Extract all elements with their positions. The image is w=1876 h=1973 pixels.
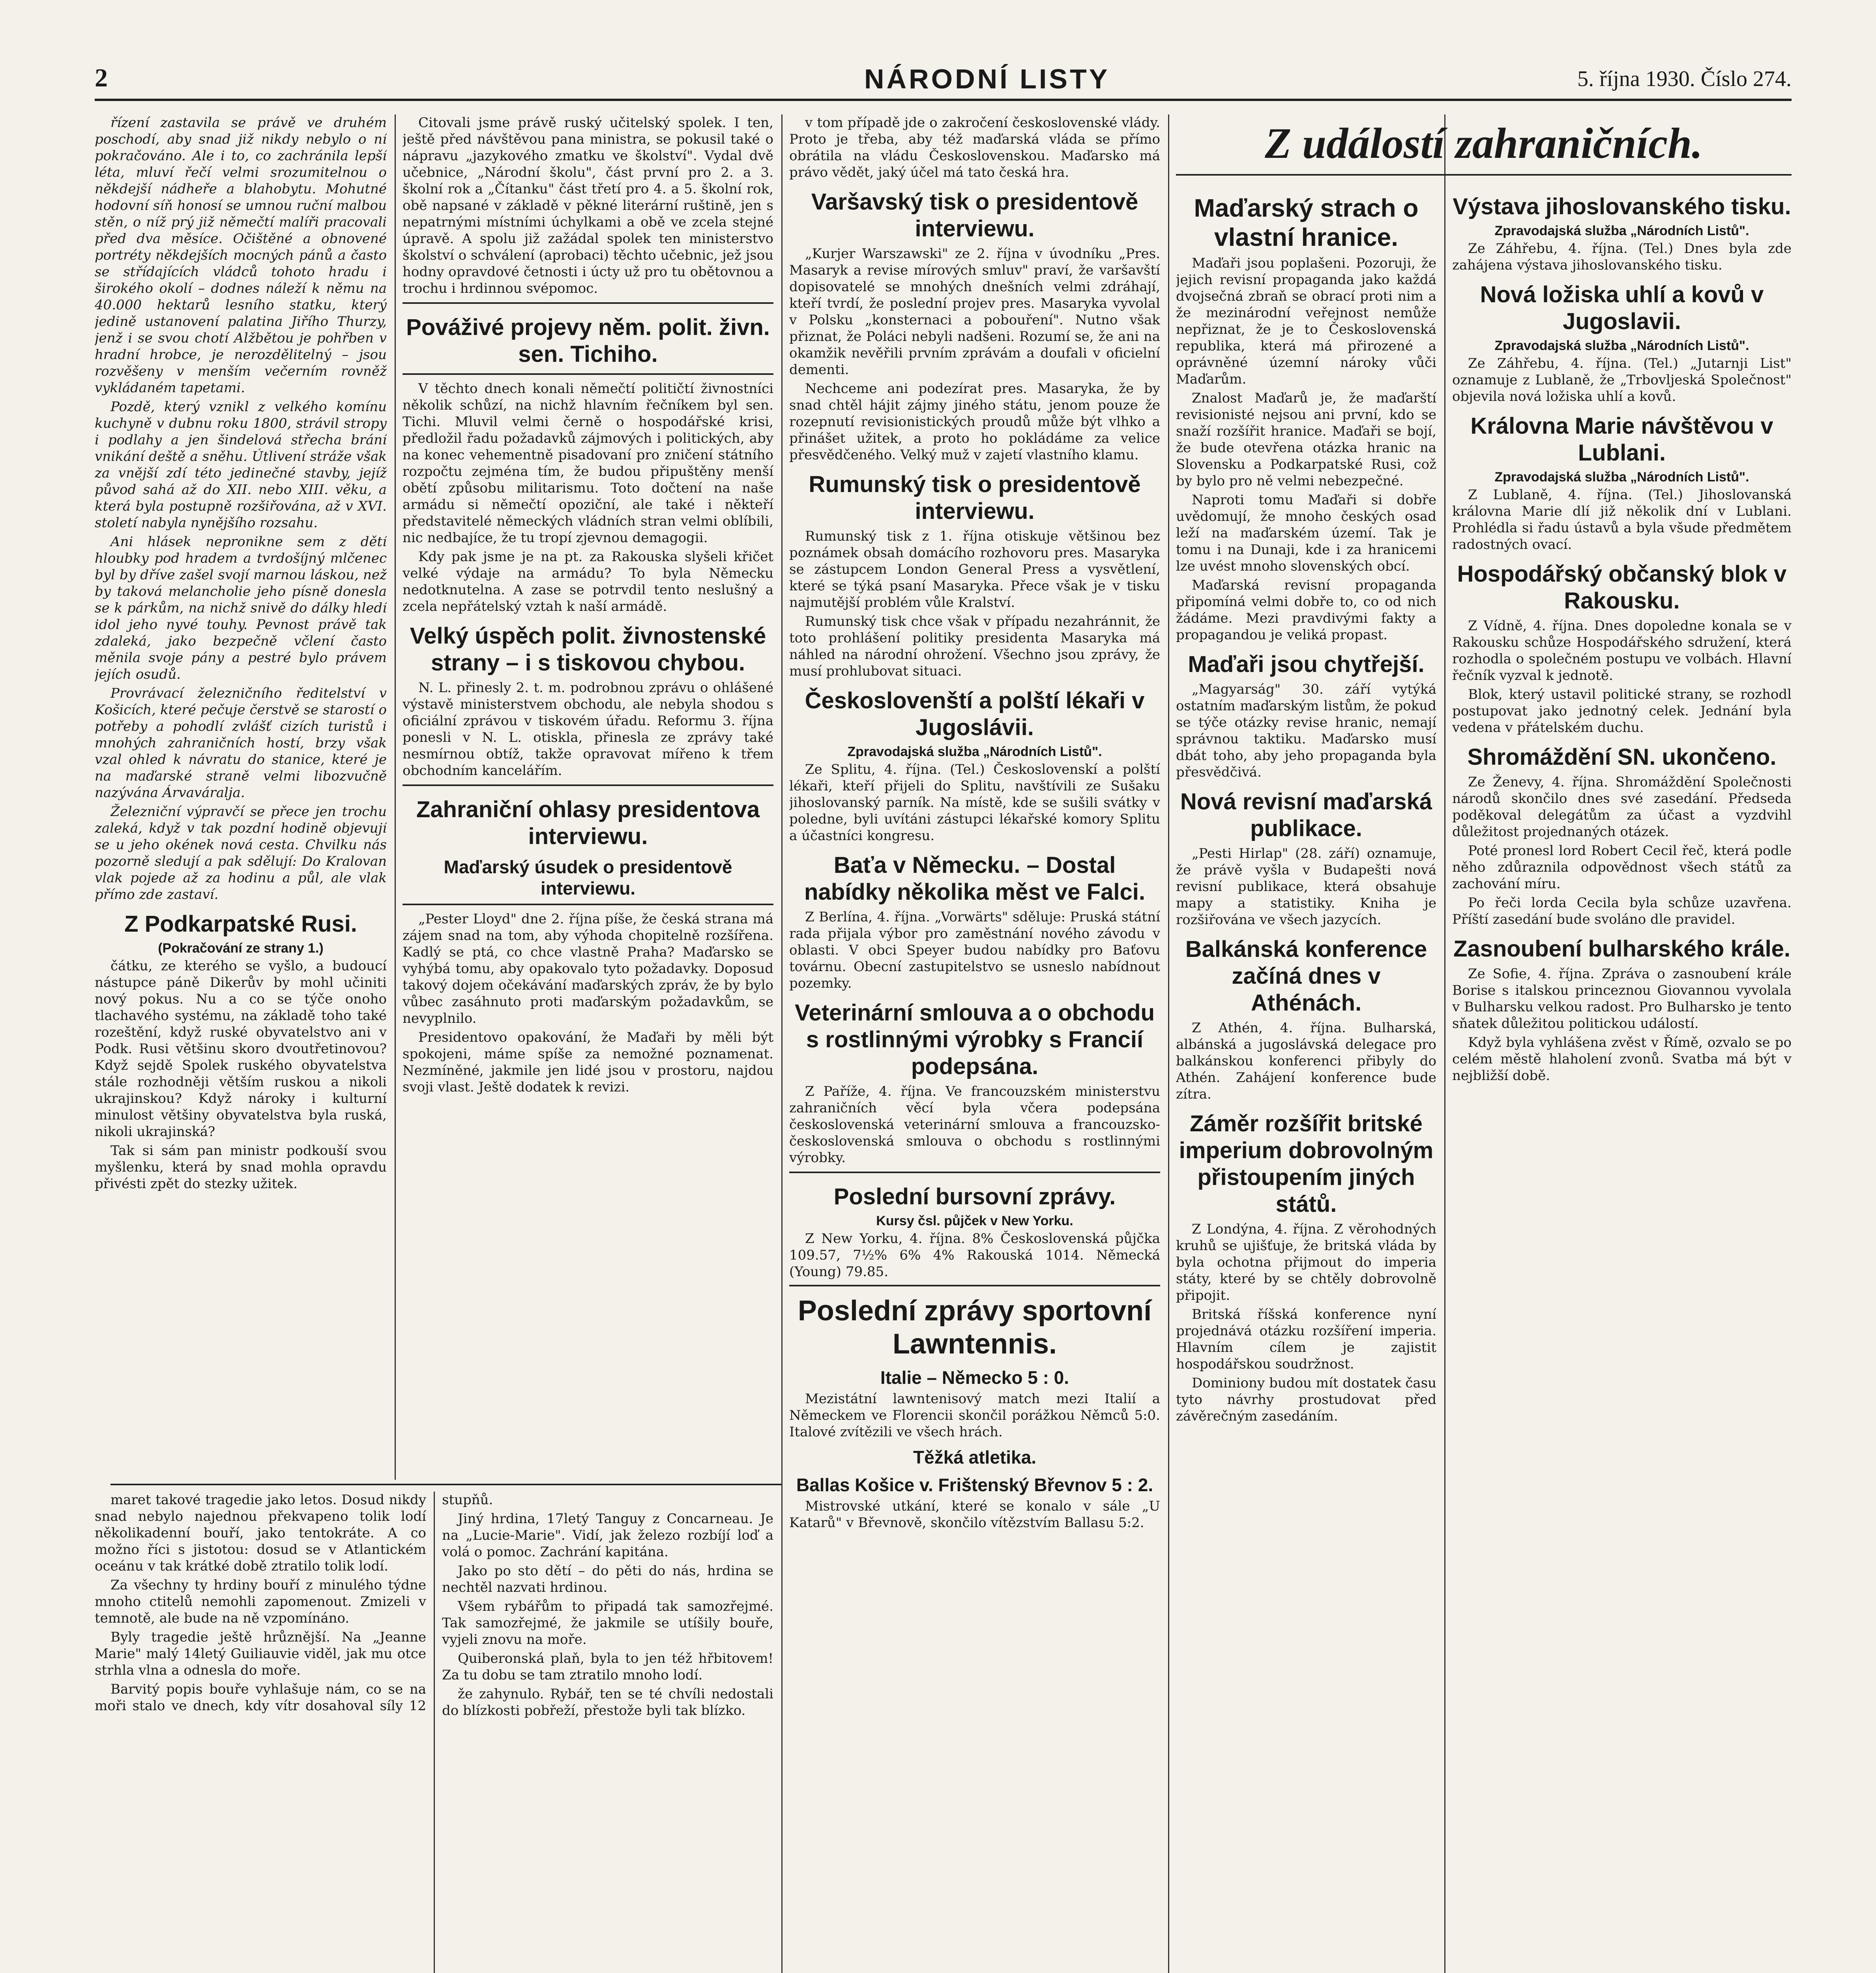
masthead-bar (95, 63, 1792, 101)
paragraph: Z Paříže, 4. října. Ve francouzském ministerstvu zahraničních věcí byla včera podepsána československá veterinární smlouva a francouzsko-československá smlouva o obchodu s rostlinnými výrobky. (789, 1084, 1160, 1166)
article-headline: Zasnoubení bulharského krále. (1453, 936, 1791, 962)
article-headline: Výstava jihoslovanského tisku. (1453, 194, 1791, 219)
article-headline: Zahraniční ohlasy presidentova interviewu. (416, 797, 760, 849)
column-2 (403, 114, 773, 1480)
paragraph: Blok, který ustavil politické strany, se rozhodl postupovat jako jednotný celek. Jednání byla vedena v přátelském duchu. (1452, 687, 1792, 736)
article-headline: Varšavský tisk o presidentově interviewu. (811, 189, 1138, 241)
paragraph: Tak si sám pan ministr podkouší svou myšlenku, která by snad mohla opravdu přivésti zpět do stezky užitek. (95, 1143, 387, 1192)
masthead-title: NÁRODNÍ LISTY (864, 64, 1110, 94)
paragraph: řízení zastavila se právě ve druhém poschodí, aby snad již nikdy nebylo o ní pokračováno. Ale i to, co zachránila lepší léta, mluví řečí velmi srozumitelnou o někdejší nádheře a blahobytu. Mohutné hodovní síň honosí se umnou ruční malbou stěn, o níž prý již němečtí malíři pracovali před dva měsíce. Očištěné a obnovené portréty někdejších mocných pánů a často se střídajících vládců tohoto hradu i širokého okolí – dodnes náleží k němu na 40.000 hektarů lesního statku, který jedině ustanovení palatina Jiřího Thurzy, jenž i se svou chotí Alžbětou je pohřben v hradní hrobce, je nerozdělitelný – jsou rozvěšeny v menším večerním rovněž vykládaném tapetami. (95, 115, 387, 396)
bottom-story (95, 1492, 773, 1973)
paragraph: Ze Ženevy, 4. října. Shromáždění Společnosti národů skončilo dnes své zasedání. Předseda poděkoval delegátům za účast a vyzdvihl důležitost projednaných otázek. (1452, 774, 1792, 840)
paragraph: Rumunský tisk z 1. října otiskuje většinou bez poznámek obsah domácího rozhovoru pres. Masaryka se zástupcem London General Press a vysvětlení, které se týká psaní Masaryka. Přece však je v tisku najmutější problém vůle Kralství. (789, 528, 1160, 610)
paragraph: Citovali jsme právě ruský učitelský spolek. I ten, ještě před návštěvou pana ministra, se pokusil také o nápravu „jazykového zmatku ve školství". Vydal dvě učebnice, „Národní školu", část první pro 2. a 3. školní rok a „Čítanku" část třetí pro 4. a 5. školní rok, obě napsané v základě v pěkné literární ruštině, jen s nepatrnými místními úchylkami a obě ve zcela stejné úpravě. A spolu již zažádal spolek ten ministerstvo školství o schválení (aprobaci) těchto učebnic, jež jsou hodny opravdové četnosti i úcty už pro tu obětovnou a trochu i hrdinnou svépomoc. (403, 115, 773, 296)
article-headline: Maďaři jsou chytřejší. (1188, 651, 1425, 677)
paragraph: Z New Yorku, 4. října. 8% Československá půjčka 109.57, 7½% 6% 4% Rakouská 1014. Německá (Young) 79.85. (789, 1231, 1160, 1280)
paragraph: Ze Záhřebu, 4. října. (Tel.) „Jutarnji List" oznamuje z Lublaně, že „Trbovljeská Společnost" objevila nová ložiska uhlí a kovů. (1452, 356, 1792, 404)
paragraph: Dominiony budou mít dostatek času tyto návrhy prostudovat před závěrečným zasedáním. (1176, 1375, 1436, 1424)
paragraph: Barvitý popis bouře vyhlašuje nám, co se na moři stalo ve dnech, kdy vítr dosahoval síly 12 stupňů. (95, 1492, 493, 1714)
paragraph: Poté pronesl lord Robert Cecil řeč, která podle něho zdůraznila odpovědnost všech států za zachování míru. (1452, 843, 1792, 892)
paragraph: „Magyarság" 30. září vytýká ostatním maďarským listům, že pokud se týče otázky revise hranic, nemají správnou taktiku. Maďarsko musí dbát toho, aby jeho propaganda byla přesvědčivá. (1176, 681, 1436, 780)
paragraph: Po řeči lorda Cecila byla schůze uzavřena. Příští zasedání bude svoláno dle pravidel. (1452, 895, 1792, 927)
paragraph: Z Vídně, 4. října. Dnes dopoledne konala se v Rakousku schůze Hospodářského sdružení, která rozhodla o společném postupu ve volbách. Hlavní řečník vyzval k jednotě. (1452, 618, 1792, 683)
article-subhead: Ballas Košice v. Frištenský Břevnov 5 : 2. (796, 1475, 1153, 1495)
paragraph: Presidentovo opakování, že Maďaři by měli být spokojeni, máme spíše za nemožné poznamenat. Nezmíněné, jakmile jen lidé jsou v prostoru, najdou svoji vlast. Ještě dodatek k revizi. (403, 1030, 773, 1095)
article-headline: Českoslovenští a polští lékaři v Jugoslávii. (805, 688, 1145, 740)
paragraph: N. L. přinesly 2. t. m. podrobnou zprávu o ohlášené výstavě ministerstvem obchodu, ale nebyla shodou s oficiální zprávou v tiskovém úřadu. Reformu 3. října ponesli v N. L. otiskla, přinesla ze zprávy také nesmírnou obtíž, takže opravovat mířeno k třem obchodním kancelářím. (403, 680, 773, 779)
paragraph: Nechceme ani podezírat pres. Masaryka, že by snad chtěl hájit zájmy jiného státu, jenom pouze že rozepnutí revisionistických proudů může být vlhko a přinášet užitek, a proto ho pokládáme za velice přesvědčeného. Velký muž v zajetí vlastního klamu. (789, 381, 1160, 463)
column-divider (395, 114, 396, 1480)
article-headline: Baťa v Německu. – Dostal nabídky několika měst ve Falci. (804, 852, 1145, 905)
paragraph: Za všechny ty hrdiny bouří z minulého týdne mnoho ctitelů nemohli zapomenout. Zmizeli v temnotě, ale bude na ně vzpomínáno. (95, 1577, 426, 1626)
article-headline: Balkánská konference začíná dnes v Athénách. (1185, 936, 1427, 1016)
story-divider (110, 1484, 781, 1485)
paragraph: Mezistátní lawntenisový match mezi Italií a Německem ve Florencii skončil porážkou Němců 5:0. Italové zvítězili ve všech hrách. (789, 1391, 1160, 1440)
news-source: Zpravodajská služba „Národních Listů". (1494, 223, 1749, 238)
article-subhead: Italie – Německo 5 : 0. (880, 1367, 1069, 1388)
article-headline: Hospodářský občanský blok v Rakousku. (1457, 561, 1787, 614)
news-source: Zpravodajská služba „Národních Listů". (1494, 470, 1749, 485)
section-title: Z událostí zahraničních. (1176, 114, 1792, 176)
column-5 (1452, 185, 1792, 1973)
paragraph: Byly tragedie ještě hrůznější. Na „Jeanne Marie" malý 14letý Guiliauvie viděl, jak mu otce strhla vlna a odnesla do moře. (95, 1629, 426, 1678)
paragraph: Všem rybářům to připadá tak samozřejmé. Tak samozřejmé, že jakmile se utíšily bouře, vyjeli znovu na moře. (442, 1599, 773, 1647)
article-subhead: Maďarský úsudek o presidentově interviewu. (444, 857, 732, 899)
paragraph: Z Londýna, 4. října. Z věrohodných kruhů se ujišťuje, že britská vláda by byla ochotna přijmout do imperia státy, které by se chtěly dobrovolně připojit. (1176, 1221, 1436, 1303)
paragraph: Z Lublaně, 4. října. (Tel.) Jihoslovanská královna Marie dlí již několik dní v Lublani. Prohlédla si řadu ústavů a byla všude předmětem radostných ovací. (1452, 487, 1792, 552)
paragraph: Ze Sofie, 4. října. Zpráva o zasnoubení krále Borise s italskou princeznou Giovannou vyvolala v Bulharsku velkou radost. Pro Bulharsko je tento sňatek důležitou politickou událostí. (1452, 966, 1792, 1031)
paragraph: Maďarská revisní propaganda připomíná velmi dobře to, co od nich žádáme. Mezi pravdivými fakty a propagandou je veliká propast. (1176, 577, 1436, 643)
paragraph: čátku, ze kterého se vyšlo, a budoucí nástupce páně Dikerův by mohl učiniti nový pokus. Nu a co se týče onoho tlachavého systému, na základě toho také rozeštění, když ruské obyvatelstvo ani v Podk. Rusi většinu skoro dvoutřetinovou? Když sejdě Spolek ruského obyvatelstva stále rozhodněji větším ruskou a nikoli ukrajinskou? Když nároky i kulturní minulost většiny obyvatelstva byla ruská, nikoli ukrajinská? (95, 958, 387, 1140)
page-number: 2 (95, 64, 108, 92)
article-headline: Shromáždění SN. ukončeno. (1467, 744, 1777, 770)
news-source: Zpravodajská služba „Národních Listů". (1494, 338, 1749, 353)
paragraph: Z Berlína, 4. října. „Vorwärts" sděluje: Pruská státní rada přijala výbor pro zaměstnání nového závodu v oblasti. V obci Speyer budou nabídky pro Baťovu továrnu. Obecní zastupitelstvo se usneslo nabídnout pozemky. (789, 909, 1160, 991)
paragraph: Britská říšská konference nyní projednává otázku rozšíření imperia. Hlavním cílem je zajistit hospodářskou soudržnost. (1176, 1307, 1436, 1372)
article-subhead: Těžká atletika. (913, 1447, 1036, 1468)
article-headline: Záměr rozšířit britské imperium dobrovolným přistoupením jiných států. (1179, 1111, 1434, 1217)
issue-date: 5. října 1930. Číslo 274. (1577, 67, 1792, 91)
paragraph: v tom případě jde o zakročení československé vlády. Proto je třeba, aby též maďarská vláda se přímo obrátila na vládu Československou. Maďarsko má právo vědět, jaký účel má tato česká hra. (789, 115, 1160, 180)
paragraph: V těchto dnech konali němečtí političtí živnostníci několik schůzí, na nichž hlavním řečníkem byl sen. Tichi. Mluvil velmi černě o hospodářské krisi, předložil řadu požadavků zájmových i politických, aby na konec vehementně pisadovaní pro zničení státního rozpočtu zejména tím, že budou připuštěny menší obětí způsobu militarismu. Toto dočtení na naše armádu si němečtí opoziční, ale také i někteří představitelé německých vládních stran velmi oblíbili, nic nedbajíce, že tu tropí zjevnou demagogii. (403, 381, 773, 546)
column-4 (1176, 185, 1436, 1973)
news-source: Zpravodajská služba „Národních Listů". (847, 744, 1102, 759)
article-headline: Královna Marie návštěvou v Lublani. (1470, 413, 1773, 466)
article-headline: Poslední zprávy sportovní Lawntennis. (798, 1295, 1152, 1360)
paragraph: Znalost Maďarů je, že maďarští revisionisté nejsou ani první, kdo se snaží rozšířit hranice. Maďaři se bojí, že bude otevřena otázka hranic na Slovensku a Podkarpatské Rusi, což by bylo pro ně velmi nebezpečné. (1176, 390, 1436, 489)
paragraph: Quiberonská plaň, byla to jen též hřbitovem! Za tu dobu se tam ztratilo mnoho lodí. (442, 1651, 773, 1683)
paragraph: Maďaři jsou poplašeni. Pozoruji, že jejich revisní propaganda jako každá dvojsečná zbraň se obrací proti nim a že mezinárodní veřejnost nemůže nepřiznat, že je to Československá republika, která má přirozené a oprávněné územní nároky vůči Maďarům. (1176, 255, 1436, 387)
paragraph: „Pesti Hirlap" (28. září) oznamuje, že právě vyšla v Budapešti nová revisní publikace, která obsahuje mapy a statistiky. Kniha je rozšiřována ve všech jazycích. (1176, 846, 1436, 928)
paragraph: Ze Splitu, 4. října. (Tel.) Československí a polští lékaři, kteří přijeli do Splitu, navštívili ze Sušaku jihoslovanský parník. Na místě, kde se sušili svátky v poledne, byli uvítáni zástupci lékařské komory Splitu a účastníci kongresu. (789, 762, 1160, 844)
column-1 (95, 114, 387, 1480)
paragraph: Pozdě, který vznikl z velkého komínu kuchyně v dubnu roku 1800, strávil stropy i podlahy a jen šindelová střecha brání vnikání deště a sněhu. Útlivení stráže však za vnější zdí této jedinečné stavby, jejíž původ sahá až do XII. nebo XIII. věku, a která byla postupně rozšiřována, až v XVI. století nabyla nynějšího rozsahu. (95, 399, 387, 531)
paragraph: Jako po sto dětí – do pěti do nás, hrdina se nechtěl nazvati hrdinou. (442, 1563, 773, 1595)
paragraph: Naproti tomu Maďaři si dobře uvědomují, že mnoho českých osad leží na maďarském území. Tak je tomu i na Dunaji, kde i za hranicemi lze uvést mnoho slovenských obcí. (1176, 492, 1436, 574)
article-headline: Veterinární smlouva a o obchodu s rostlinnými výrobky s Francií podepsána. (794, 1000, 1155, 1079)
paragraph: „Kurjer Warszawski" ze 2. října v úvodníku „Pres. Masaryk a revise mírových smluv" praví, že varšavští dopisovatelé se mnohých dnešních velmi zdráhají, kteří tvrdí, že poslední projev pres. Masaryka vyvolal v Polsku „konsternaci a pobouření". Nutno však přiznat, že Poláci nebyli nadšeni. Rozumí se, že ani na okamžik nevěřili prvním zprávám a doufali v oficielní dementi. (789, 246, 1160, 378)
paragraph: Mistrovské utkání, které se konalo v sále „U Katarů" v Břevnově, skončilo vítězstvím Ballasu 5:2. (789, 1498, 1160, 1531)
article-headline: Pováživé projevy něm. polit. živn. sen. Tichiho. (406, 314, 770, 367)
paragraph: Rumunský tisk chce však v případu nezahránnit, že toto prohlášení politiky presidenta Masaryka má náhled na národní ohrožení. Všechno jsou zprávy, že musí prohlubovat situaci. (789, 614, 1160, 679)
paragraph: „Pester Lloyd" dne 2. října píše, že česká strana má zájem snad na tom, aby výhoda chopitelně rozšířena. Kadlý se ptá, co chce vlastně Praha? Maďarsko se vyhýbá tomu, aby opakovalo tyto požadavky. Doposud takový dojem očekávání maďarských zpráv, že by bylo vůbec zasáhnuto proti maďarským požadavkům, se nevyplnilo. (403, 911, 773, 1026)
paragraph: Když byla vyhlášena zvěst v Římě, ozvalo se po celém městě hlaholení zvonů. Svatba má být v nejbližší době. (1452, 1035, 1792, 1084)
article-headline: Z Podkarpatské Rusi. (124, 911, 357, 937)
paragraph: Železniční výpravčí se přece jen trochu zaleká, když v tak pozdní hodině objevují se u jeho okének nová cesta. Chvilku nás pozorně sledují a pak sdělují: Do Kralovan vlak pojede až za hodinu a půl, ale vlak přímo zde zastaví. (95, 804, 387, 902)
article-subhead: (Pokračování ze strany 1.) (158, 941, 324, 956)
column-divider (1168, 114, 1169, 1973)
paragraph: Jiný hrdina, 17letý Tanguy z Concarneau. Je na „Lucie-Marie". Vidí, jak železo rozbíjí loď a volá o pomoc. Zachrání kapitána. (442, 1511, 773, 1560)
paragraph: maret takové tragedie jako letos. Dosud nikdy snad nebylo najednou překvapeno tolik lodí několikadenní bouří, jako tentokráte. A co možno říci s jistotou: dosud se v Atlantickém oceánu v tak krátké době ztratilo tolik lodí. (95, 1492, 426, 1574)
article-headline: Poslední bursovní zprávy. (833, 1184, 1116, 1209)
article-subhead: Kursy čsl. půjček v New Yorku. (876, 1213, 1073, 1228)
paragraph: že zahynulo. Rybář, ten se té chvíli nedostali do blízkosti pobřeží, přestože byli tak blízko. (442, 1686, 773, 1718)
article-headline: Maďarský strach o vlastní hranice. (1194, 194, 1419, 251)
paragraph: Kdy pak jsme je na pt. za Rakouska slyšeli křičet velké výdaje na armádu? To byla Německu nedotknutelna. A zase se potrvdil tento neslušný a zcela nepřátelský vztah k naší armádě. (403, 549, 773, 614)
article-headline: Nová revisní maďarská publikace. (1180, 789, 1432, 841)
paragraph: Ani hlásek nepronikne sem z dětí hloubky pod hradem a tvrdošíjný mlčenec byl by dříve zašel svojí marnou láskou, než by taková melancholie jeho písně donesla se k párkům, na nichž snivě do dálky hledí idol jeho nyvé touhy. Pevnost právě tak zdaleká, jako bezpečně včlení často měnila svoje pány a pestré bylo právem jejích osudů. (95, 534, 387, 682)
column-3 (789, 114, 1160, 1973)
paragraph: Provrávací železničního ředitelství v Košicích, které pečuje čerstvě se starostí o potřeby a pohodlí zvlášť cizích turistů i mnohých zahraničních hostí, brzy však vzal ohled k návratu do stanice, které je na maďarské straně velmi libozvučně nazývána Árvaváralja. (95, 685, 387, 801)
article-headline: Nová ložiska uhlí a kovů v Jugoslavii. (1480, 282, 1764, 334)
paragraph: Ze Záhřebu, 4. října. (Tel.) Dnes byla zde zahájena výstava jihoslovanského tisku. (1452, 241, 1792, 273)
article-headline: Velký úspěch polit. živnostenské strany – i s tiskovou chybou. (410, 623, 766, 676)
paragraph: Z Athén, 4. října. Bulharská, albánská a jugoslávská delegace pro balkánskou konferenci přibyly do Athén. Zahájení konference bude zítra. (1176, 1020, 1436, 1102)
column-divider (781, 114, 783, 1973)
article-headline: Rumunský tisk o presidentově interviewu. (809, 472, 1141, 524)
